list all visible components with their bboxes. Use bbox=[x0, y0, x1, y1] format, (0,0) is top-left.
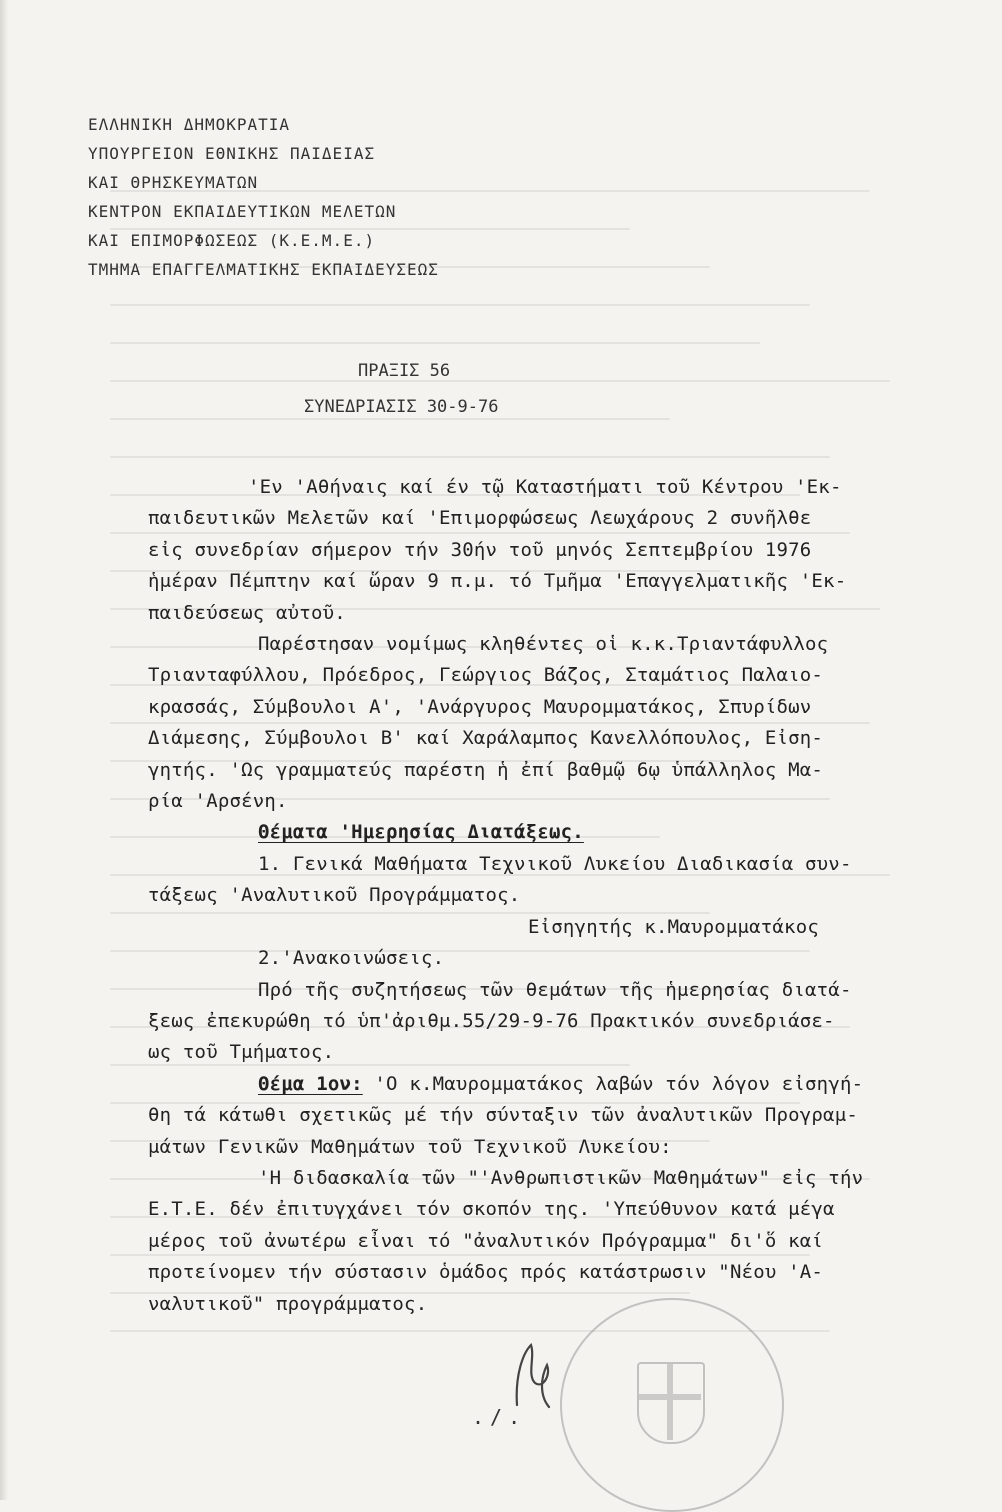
letterhead-line: ΚΕΝΤΡΟΝ ΕΚΠΑΙΔΕΥΤΙΚΩΝ ΜΕΛΕΤΩΝ bbox=[88, 202, 397, 221]
minutes-body bbox=[148, 472, 948, 1320]
letterhead-line: ΤΜΗΜΑ ΕΠΑΓΓΕΛΜΑΤΙΚΗΣ ΕΚΠΑΙΔΕΥΣΕΩΣ bbox=[88, 260, 439, 279]
handwritten-signature bbox=[505, 1335, 565, 1415]
body-line: ξεως ἐπεκυρώθη τό ὑπ'ἀριθμ.55/29-9-76 Πρακτικόν συνεδριάσε- bbox=[148, 1009, 835, 1032]
body-line: προτείνομεν τήν σύστασιν ὁμάδος πρός κατάστρωσιν "Νέου 'Α- bbox=[148, 1261, 824, 1284]
page-edge-shadow bbox=[0, 0, 8, 1500]
body-line: μάτων Γενικῶν Μαθημάτων τοῦ Τεχνικοῦ Λυκείου: bbox=[148, 1135, 672, 1158]
agenda-heading: Θέματα 'Ημερησίας Διατάξεως. bbox=[258, 821, 584, 844]
body-line: παιδευτικῶν Μελετῶν καί 'Επιμορφώσεως Λεωχάρους 2 συνῆλθε bbox=[148, 507, 812, 530]
agenda-item-1-reporter: Εἰσηγητής κ.Μαυρομματάκος bbox=[528, 915, 819, 938]
body-line: μέρος τοῦ ἀνωτέρω εἶναι τό "ἀναλυτικόν Πρόγραμμα" δι'ὅ καί bbox=[148, 1229, 824, 1252]
coat-of-arms-icon bbox=[637, 1362, 705, 1444]
continuation-mark: ./. bbox=[472, 1405, 527, 1429]
body-line: Τριανταφύλλου, Πρόεδρος, Γεώργιος Βάζος, Σταμάτιος Παλαιο- bbox=[148, 664, 824, 687]
body-line: Παρέστησαν νομίμως κληθέντες οἱ κ.κ.Τριαντάφυλλος bbox=[258, 633, 829, 656]
body-line: Διάμεσης, Σύμβουλοι Β' καί Χαράλαμπος Κανελλόπουλος, Εἰση- bbox=[148, 727, 824, 750]
topic-1-label: Θέμα 1ον: bbox=[258, 1072, 363, 1095]
body-line: παιδεύσεως αὐτοῦ. bbox=[148, 601, 346, 624]
body-line: 'Εν 'Αθήναις καί έν τῷ Καταστήματι τοῦ Κέντρου 'Εκ- bbox=[248, 476, 842, 498]
topic-1-intro bbox=[148, 1069, 948, 1100]
body-line: Πρό τῆς συζητήσεως τῶν θεμάτων τῆς ἡμερησίας διατά- bbox=[258, 978, 852, 1001]
body-line: γητής. 'Ως γραμματεύς παρέστη ἡ ἐπί βαθμῷ 6ῳ ὑπάλληλος Μα- bbox=[148, 758, 824, 781]
body-line: ως τοῦ Τμήματος. bbox=[148, 1041, 335, 1064]
letterhead bbox=[88, 110, 439, 284]
body-line: ἡμέραν Πέμπτην καί ὥραν 9 π.μ. τό Τμῆμα 'Επαγγελματικῆς 'Εκ- bbox=[148, 570, 847, 593]
agenda-item-1-cont: τάξεως 'Αναλυτικοῦ Προγράμματος. bbox=[148, 884, 521, 907]
body-line: κρασσάς, Σύμβουλοι Α', 'Ανάργυρος Μαυρομματάκος, Σπυρίδων bbox=[148, 695, 812, 718]
letterhead-line: ΚΑΙ ΕΠΙΜΟΡΦΩΣΕΩΣ (Κ.Ε.Μ.Ε.) bbox=[88, 231, 376, 250]
letterhead-line: ΕΛΛΗΝΙΚΗ ΔΗΜΟΚΡΑΤΙΑ bbox=[88, 115, 291, 134]
session-date: ΣΥΝΕΔΡΙΑΣΙΣ 30-9-76 bbox=[304, 397, 499, 417]
letterhead-line: ΥΠΟΥΡΓΕΙΟΝ ΕΘΝΙΚΗΣ ΠΑΙΔΕΙΑΣ bbox=[88, 144, 376, 163]
official-seal-stamp bbox=[560, 1298, 784, 1512]
agenda-item-1: 1. Γενικά Μαθήματα Τεχνικοῦ Λυκείου Διαδικασία συν- bbox=[258, 852, 852, 875]
letterhead-line: ΚΑΙ ΘΡΗΣΚΕΥΜΑΤΩΝ bbox=[88, 173, 259, 192]
body-line: θη τά κάτωθι σχετικῶς μέ τήν σύνταξιν τῶν ἀναλυτικῶν Προγραμ- bbox=[148, 1104, 858, 1127]
agenda-item-2: 2.'Ανακοινώσεις. bbox=[258, 947, 445, 970]
body-line: εἰς συνεδρίαν σήμερον τήν 30ήν τοῦ μηνός Σεπτεμβρίου 1976 bbox=[148, 538, 812, 561]
praxis-number: ΠΡΑΞΙΣ 56 bbox=[358, 361, 451, 381]
body-line: Ε.Τ.Ε. δέν ἐπιτυγχάνει τόν σκοπόν της. 'Υπεύθυνον κατά μέγα bbox=[148, 1198, 835, 1221]
body-line: ναλυτικοῦ" προγράμματος. bbox=[148, 1292, 428, 1315]
body-line: ρία 'Αρσένη. bbox=[148, 790, 288, 813]
body-line: 'Η διδασκαλία τῶν "'Ανθρωπιστικῶν Μαθημάτων" εἰς τήν bbox=[258, 1166, 864, 1189]
topic-1-text: 'Ο κ.Μαυρομματάκος λαβών τόν λόγον εἰσηγή- bbox=[362, 1072, 864, 1095]
